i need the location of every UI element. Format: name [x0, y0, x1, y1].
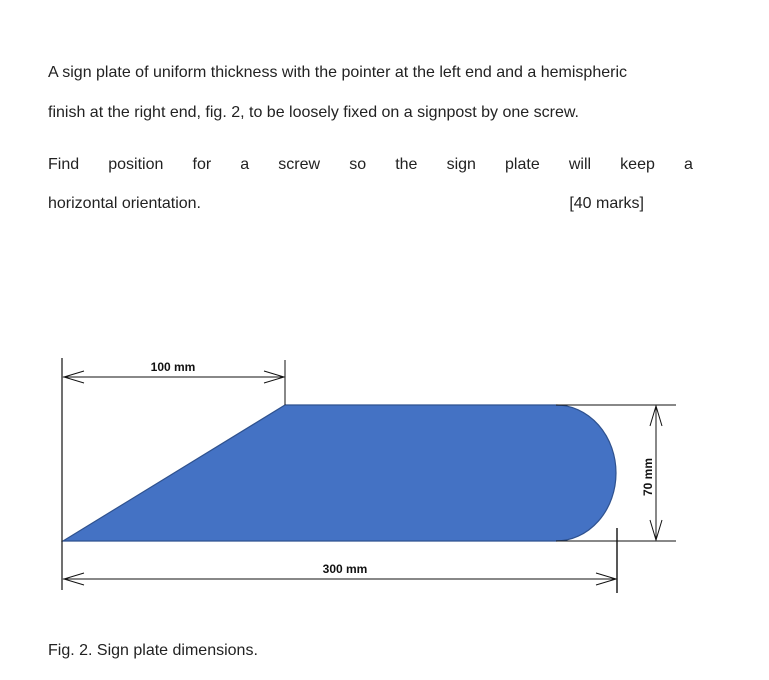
word: a [683, 156, 693, 173]
problem-line-2: finish at the right end, fig. 2, to be loosely fixed on a signpost by one screw. [48, 104, 579, 121]
problem-line-4-text: horizontal orientation. [48, 195, 201, 212]
word: a [240, 156, 250, 173]
problem-line-1: A sign plate of uniform thickness with the pointer at the left end and a hemispheric [48, 64, 627, 81]
word: sign [446, 156, 476, 173]
sign-plate-shape [63, 405, 616, 541]
label-70mm: 70 mm [641, 457, 655, 497]
word: keep [620, 156, 655, 173]
word: plate [505, 156, 540, 173]
figure-caption: Fig. 2. Sign plate dimensions. [48, 642, 258, 659]
word: will [568, 156, 592, 173]
word: screw [278, 156, 321, 173]
word: Find [48, 156, 80, 173]
word: for [192, 156, 212, 173]
label-100mm: 100 mm [150, 360, 196, 374]
word: so [349, 156, 367, 173]
marks-label: [40 marks] [569, 195, 644, 212]
word: the [395, 156, 418, 173]
word: position [108, 156, 164, 173]
label-300mm: 300 mm [322, 562, 368, 576]
